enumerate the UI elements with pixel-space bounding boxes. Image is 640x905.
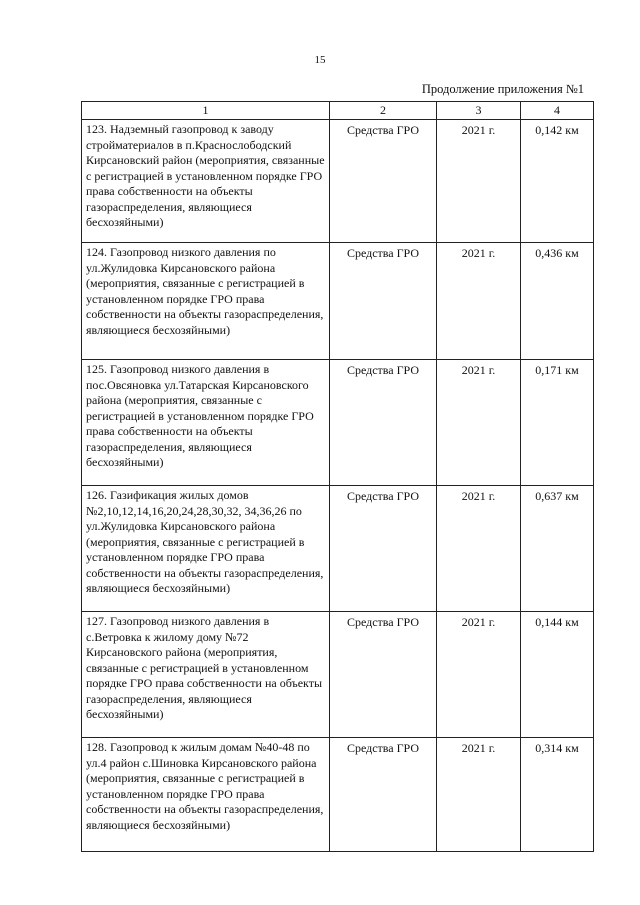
table-row — [82, 612, 594, 738]
row-year: 2021 г. — [437, 612, 521, 738]
row-description: 128. Газопровод к жилым домам №40-48 по ул.4 район с.Шиновка Кирсановского района (мероприятия, связанные с регистрацией в установленном порядке ГРО права собственности на объекты газораспределения, являющиеся бесхозяйными) — [82, 738, 330, 852]
row-description: 127. Газопровод низкого давления в с.Ветровка к жилому дому №72 Кирсановского района (мероприятия, связанные с регистрацией в установленном порядке ГРО права собственности на объекты газораспределения, являющиеся бесхозяйными) — [82, 612, 330, 738]
table-row — [82, 738, 594, 852]
column-header-3: 3 — [437, 102, 521, 120]
row-funding-source: Средства ГРО — [330, 738, 437, 852]
row-funding-source: Средства ГРО — [330, 243, 437, 360]
row-description: 124. Газопровод низкого давления по ул.Жулидовка Кирсановского района (мероприятия, связанные с регистрацией в установленном порядке ГРО права собственности на объекты газораспределения, являющиеся бесхозяйными) — [82, 243, 330, 360]
table-header-row — [82, 102, 594, 120]
column-header-1: 1 — [82, 102, 330, 120]
table-row — [82, 120, 594, 243]
row-length: 0,637 км — [521, 486, 594, 612]
table-row — [82, 243, 594, 360]
row-year: 2021 г. — [437, 360, 521, 486]
column-header-2: 2 — [330, 102, 437, 120]
row-length: 0,436 км — [521, 243, 594, 360]
row-description: 123. Надземный газопровод к заводу стройматериалов в п.Краснослободский Кирсановский район (мероприятия, связанные с регистрацией в установленном порядке ГРО права собственности на объекты газораспределения, являющиеся бесхозяйными) — [82, 120, 330, 243]
row-description: 125. Газопровод низкого давления в пос.Овсяновка ул.Татарская Кирсановского района (мероприятия, связанные с регистрацией в установленном порядке ГРО права собственности на объекты газораспределения, являющиеся бесхозяйными) — [82, 360, 330, 486]
continuation-label: Продолжение приложения №1 — [421, 82, 584, 96]
page-number: 15 — [314, 54, 326, 66]
appendix-table — [81, 101, 594, 852]
row-length: 0,142 км — [521, 120, 594, 243]
row-length: 0,314 км — [521, 738, 594, 852]
row-funding-source: Средства ГРО — [330, 486, 437, 612]
row-year: 2021 г. — [437, 738, 521, 852]
column-header-4: 4 — [521, 102, 594, 120]
row-description: 126. Газификация жилых домов №2,10,12,14,16,20,24,28,30,32, 34,36,26 по ул.Жулидовка Кирсановского района (мероприятия, связанные с регистрацией в установленном порядке ГРО права собственности на объекты газораспределения, являющиеся бесхозяйными) — [82, 486, 330, 612]
table-row — [82, 360, 594, 486]
row-year: 2021 г. — [437, 120, 521, 243]
row-year: 2021 г. — [437, 486, 521, 612]
row-funding-source: Средства ГРО — [330, 360, 437, 486]
row-year: 2021 г. — [437, 243, 521, 360]
row-length: 0,171 км — [521, 360, 594, 486]
table-row — [82, 486, 594, 612]
row-funding-source: Средства ГРО — [330, 120, 437, 243]
row-length: 0,144 км — [521, 612, 594, 738]
row-funding-source: Средства ГРО — [330, 612, 437, 738]
